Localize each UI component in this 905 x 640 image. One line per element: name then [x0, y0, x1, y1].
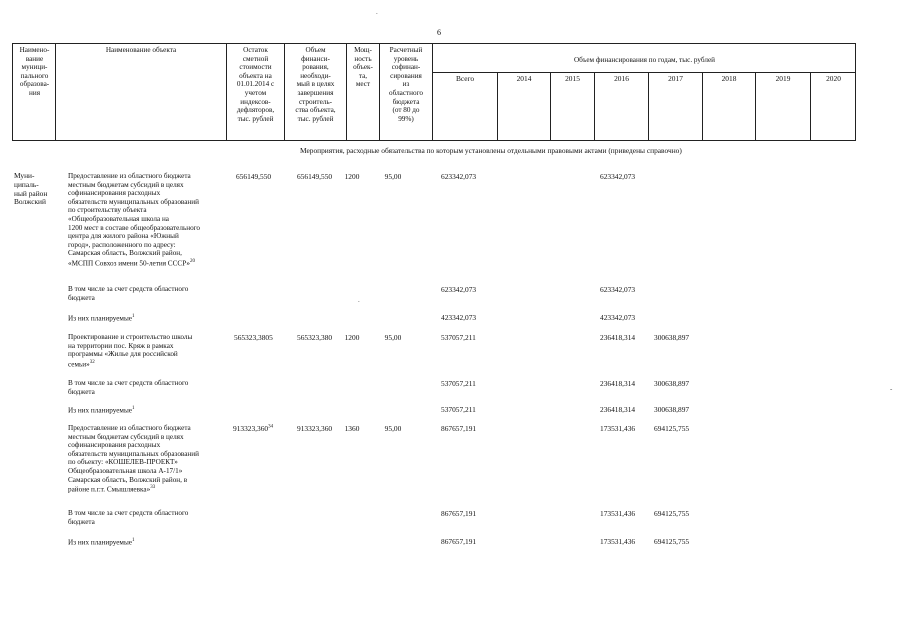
total-value: 623342,073 [441, 285, 477, 294]
scan-speck: . [358, 296, 360, 304]
total-value: 867657,191 [441, 424, 477, 433]
object-name: Из них планируемые$^1$ [68, 406, 135, 415]
object-name: В том числе за счет средств областного бюджета [68, 509, 189, 526]
object-name: В том числе за счет средств областного бюджета [68, 379, 189, 396]
year-header-total: Всего [455, 74, 475, 83]
object-name: Из них планируемые$^1$ [68, 314, 135, 323]
municipality-name: Муни- ципаль- ный район Волжский [14, 171, 48, 207]
header-capacity: Мощ- ность объек- та, мест [353, 46, 373, 89]
table-header [12, 43, 856, 141]
value-2017: 694125,755 [654, 537, 690, 546]
column-divider [55, 44, 56, 140]
header-funding-volume: Объем финанси- рования, необходи- мый в целях завершения строитель- ства объекта, тыс. рублей [295, 46, 336, 123]
total-value: 867657,191 [441, 509, 477, 518]
capacity-value: 1200 [344, 172, 360, 181]
value-2016: 173531,436 [600, 424, 636, 433]
year-header-2017: 2017 [668, 74, 683, 83]
total-value: 537057,211 [441, 405, 476, 414]
year-header-2014: 2014 [516, 74, 532, 83]
funding-volume-value: 656149,550 [297, 172, 333, 181]
value-2017: 694125,755 [654, 509, 690, 518]
value-2017: 694125,755 [654, 424, 690, 433]
value-2016: 236418,314 [600, 333, 636, 342]
value-2017: 300638,897 [654, 405, 690, 414]
funding-volume-value: 565323,380 [297, 333, 333, 342]
section-title: Мероприятия, расходные обязательства по которым установлены отдельными правовыми актами (приведены справочно) [300, 146, 682, 155]
value-2016: 423342,073 [600, 313, 636, 322]
object-name: Из них планируемые$^1$ [68, 538, 135, 547]
total-value: 537057,211 [441, 379, 476, 388]
remaining-cost-value: 565323,3805 [234, 333, 273, 342]
year-header-2018: 2018 [721, 74, 737, 83]
remaining-cost-value: 656149,550 [236, 172, 272, 181]
cofinancing-level-value: 95,00 [384, 333, 402, 342]
value-2016: 623342,073 [600, 172, 636, 181]
header-object: Наименование объекта [105, 46, 177, 54]
cofinancing-level-value: 95,00 [384, 424, 402, 433]
header-remaining-cost: Остаток сметной стоимости объекта на 01.01.2014 с учетом индексов- дефляторов, тыс. рублей [236, 46, 275, 123]
object-name: Предоставление из областного бюджета местным бюджетам субсидий в целях софинансирования расходных обязательств муниципальных образований по строительству объекта «Общеобразовательная школа на 1200 мест в составе общеобразовательного центра для жилого района «Южный город», расположенного по адресу: Самарская область, Волжский район, «МСПП Совхоз имени 50-летия СССР»$^{20}$ [68, 172, 201, 268]
value-2017: 300638,897 [654, 333, 690, 342]
object-name: Предоставление из областного бюджета местным бюджетам субсидий в целях софинансирования расходных обязательств муниципальных образований по объекту: «КОШЕЛЕВ-ПРОЕКТ» Общеобразовательная школа А-17/1» Самарская область, Волжский район, в районе п.г.т. Смышляевка»$^{33}$ [68, 424, 199, 494]
value-2016: 236418,314 [600, 405, 636, 414]
value-2016: 236418,314 [600, 379, 636, 388]
year-header-2015: 2015 [565, 74, 580, 83]
page-number: 6 [437, 28, 441, 37]
value-2016: 173531,436 [600, 537, 636, 546]
year-header-2020: 2020 [826, 74, 841, 83]
capacity-value: 1360 [344, 424, 360, 433]
object-name: В том числе за счет средств областного бюджета [68, 285, 189, 302]
capacity-value: 1200 [344, 333, 360, 342]
total-value: 623342,073 [441, 172, 477, 181]
value-2017: 300638,897 [654, 379, 690, 388]
value-2016: 173531,436 [600, 509, 636, 518]
year-header-2019: 2019 [775, 74, 791, 83]
scan-speck: . [376, 8, 378, 16]
total-value: 867657,191 [441, 537, 477, 546]
remaining-cost-value: 913323,360$^{34}$ [233, 424, 274, 433]
cofinancing-level-value: 95,00 [384, 172, 402, 181]
header-municipality: Наимено- вание муници- пального образова- ния [19, 46, 50, 97]
total-value: 423342,073 [441, 313, 477, 322]
scan-speck: - [890, 385, 893, 393]
year-header-2016: 2016 [614, 74, 629, 83]
row-divider [432, 72, 855, 73]
funding-volume-value: 913323,360 [297, 424, 333, 433]
total-value: 537057,211 [441, 333, 476, 342]
header-financing-by-years: Объем финансирования по годам, тыс. рублей [573, 56, 716, 64]
value-2016: 623342,073 [600, 285, 636, 294]
header-cofinancing-level: Расчетный уровень софинан- сирования из областного бюджета (от 80 до 99%) [389, 46, 423, 123]
object-name: Проектирование и строительство школы на территории пос. Кряж в рамках программы «Жилье для российской семьи»$^{32}$ [68, 333, 193, 369]
